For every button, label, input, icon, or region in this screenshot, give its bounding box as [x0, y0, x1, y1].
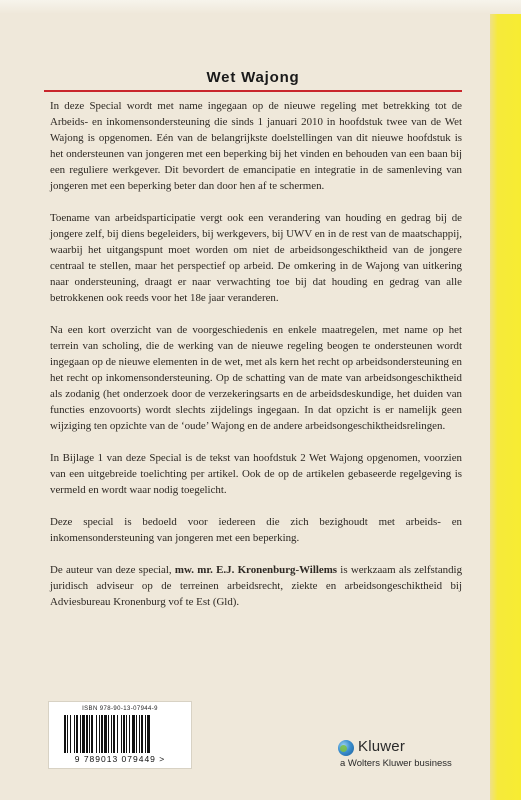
- author-intro: De auteur van deze special,: [50, 564, 175, 576]
- barcode-label: [48, 701, 192, 769]
- paragraph: In deze Special wordt met name ingegaan op de nieuwe regeling met betrekking tot de Arbeids- en inkomensondersteuning die sinds 1 januari 2010 in hoofdstuk twee van de Wet Wajong is opgenomen. Eén van de belangrijkste doelstellingen van dit nieuwe hoofdstuk is het ondersteunen van jongeren met een beperking bij het vinden en behouden van een baan bij een reguliere werkgever. Dit bevordert de emancipatie en integratie in de samenleving van jongeren met een beperking beter dan door hen af te schermen.: [50, 100, 462, 192]
- publisher-logo: [338, 738, 468, 778]
- publisher-name: Kluwer: [358, 738, 406, 755]
- book-title: Wet Wajong: [206, 69, 300, 86]
- paragraph: Toename van arbeidsparticipatie vergt ook een verandering van houding en gedrag bij de jongere zelf, bij diens begeleiders, bij werkgevers, bij UWV en in de rest van de maatschappij, waarbij het uitgangspunt moet worden om niet de arbeidsongeschiktheid van de jongere centraal te stellen, maar het perspectief op arbeid. De omkering in de Wajong van uitkering naar ondersteuning, draagt er naar verwachting toe bij dat houding en gedrag van alle betrokkenen ook reeds voor het 18e jaar veranderen.: [50, 212, 462, 304]
- author-name: mw. mr. E.J. Kronenburg-Willems: [174, 564, 338, 576]
- author-paragraph: [50, 562, 462, 610]
- publisher-tagline: a Wolters Kluwer business: [340, 758, 452, 769]
- title-block: [44, 68, 462, 92]
- blurb-text: [50, 98, 462, 626]
- isbn-number: ISBN 978-90-13-07944-9: [82, 706, 158, 712]
- paragraph: Deze special is bedoeld voor iedereen die zich bezighoudt met arbeids- en inkomensondersteuning van jongeren met een beperking.: [50, 516, 462, 544]
- yellow-spine-strip: [490, 0, 521, 800]
- barcode-digits: 9 789013 079449 >: [74, 754, 166, 764]
- kluwer-globe-icon: [338, 740, 354, 756]
- barcode-icon: [64, 715, 176, 753]
- author-bio: is werkzaam als zelfstandig juridisch adviseur op de terreinen arbeidsrecht, ziekte en arbeidsongeschiktheid bij Adviesbureau Kronenburg vof te Est (Gld).: [50, 564, 463, 608]
- paragraph: In Bijlage 1 van deze Special is de tekst van hoofdstuk 2 Wet Wajong opgenomen, voorzien van een uitgebreide toelichting per artikel. Ook de op de artikelen gebaseerde regelgeving is vermeld en wordt waar nodig toegelicht.: [50, 452, 462, 496]
- paragraph: Na een kort overzicht van de voorgeschiedenis en enkele maatregelen, met name op het terrein van scholing, die de werking van de nieuwe regeling beogen te ondersteunen wordt ingegaan op de nieuwe elementen in de wet, met als kern het recht op arbeidsondersteuning en het recht op inkomensondersteuning. Op de schatting van de mate van arbeidsongeschiktheid als zodanig (het onderzoek door de verzekeringsarts en de arbeidsdeskundige, het duiden van functies enzovoorts) wordt slechts zijdelings ingegaan. In dat opzicht is er namelijk geen wijziging ten opzichte van de ‘oude’ Wajong en de andere arbeidsongeschiktheidsrelingen.: [50, 324, 462, 432]
- top-edge: [0, 0, 521, 14]
